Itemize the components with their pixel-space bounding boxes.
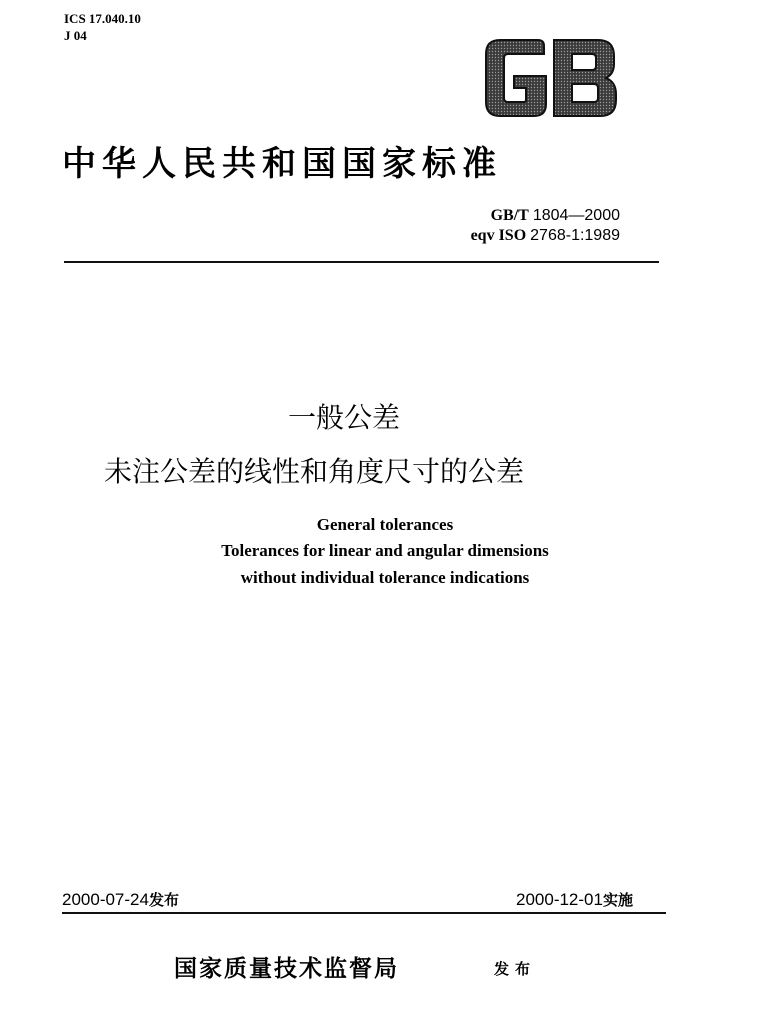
- top-divider: [64, 261, 659, 263]
- chinese-title-line-1: 一般公差: [288, 401, 401, 434]
- ics-code: ICS 17.040.10: [64, 11, 141, 26]
- gb-logo-graphic: [482, 38, 618, 118]
- bottom-divider: [62, 912, 666, 914]
- implementation-date-label: 实施: [602, 891, 633, 909]
- issue-date-value: 2000-07-24: [62, 890, 149, 909]
- classification-codes: [64, 10, 141, 44]
- english-title-line-1: General tolerances: [316, 515, 454, 534]
- gb-logo: [482, 38, 618, 118]
- issuing-authority: 国家质量技术监督局: [174, 955, 399, 982]
- ccs-code: J 04: [64, 28, 87, 43]
- national-standard-title: 中华人民共和国国家标准: [62, 144, 502, 184]
- gb-standard-number: [430, 206, 620, 226]
- gb-number: 1804—2000: [532, 207, 620, 224]
- english-title-line-2: Tolerances for linear and angular dimensions: [221, 541, 549, 560]
- english-title-line-3: without individual tolerance indications: [240, 568, 530, 587]
- chinese-title-line-2: 未注公差的线性和角度尺寸的公差: [104, 455, 525, 488]
- issue-date-label: 发布: [148, 891, 179, 909]
- gb-label: GB/T: [490, 207, 529, 224]
- eqv-label: eqv ISO: [470, 227, 527, 244]
- eqv-number: 2768-1:1989: [530, 227, 620, 244]
- implementation-date-value: 2000-12-01: [516, 890, 603, 909]
- issuing-action: 发布: [494, 960, 537, 978]
- iso-equivalent-number: [430, 226, 620, 246]
- standard-number-block: [430, 206, 620, 246]
- issue-date: [62, 889, 179, 910]
- implementation-date: [516, 889, 633, 910]
